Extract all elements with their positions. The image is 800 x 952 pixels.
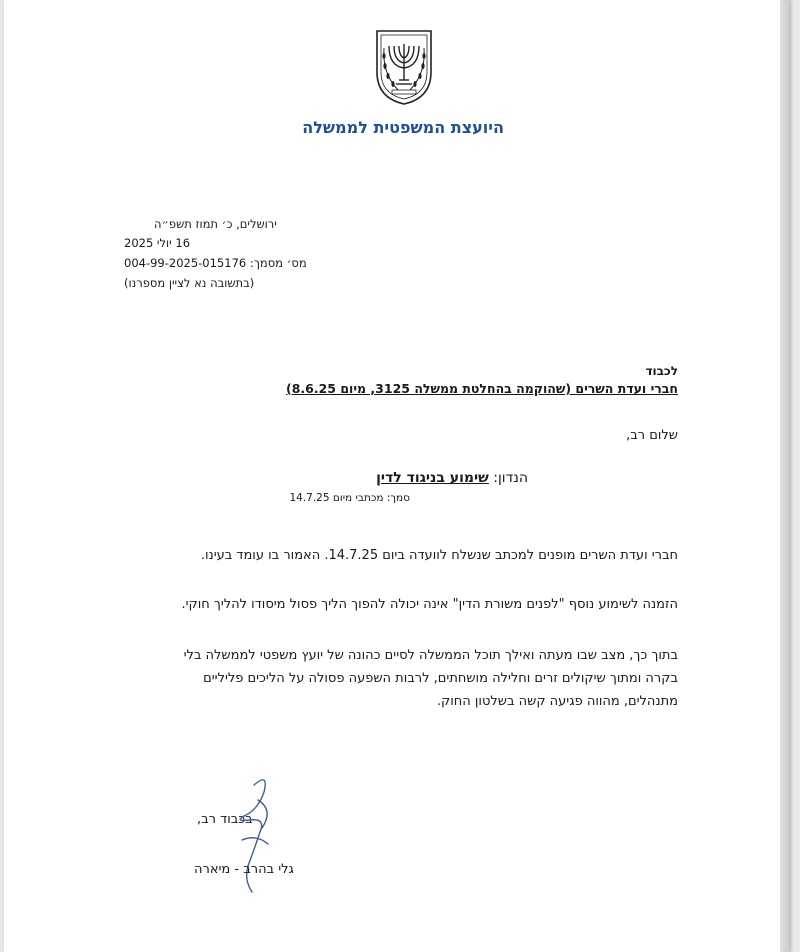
reference-label: מס׳ מסמך:	[249, 256, 307, 270]
subject-label: הנדון:	[493, 470, 528, 486]
closing-salutation: בכבוד רב,	[197, 812, 253, 827]
recipient-label: לכבוד	[645, 364, 678, 378]
office-name: היועצת המשפטית לממשלה	[302, 118, 504, 137]
handwritten-signature	[214, 770, 294, 900]
subject-reference: סמך: מכתבי מיום 14.7.25	[289, 492, 410, 504]
greeting: שלום רב,	[626, 428, 678, 443]
paragraph-1-line-1: חברי ועדת השרים מופנים למכתב שנשלח לוועדה ביום 14.7.25. האמור בו עומד בעינו.	[200, 548, 678, 563]
recipient-line: חברי ועדת השרים (שהוקמה בהחלטת ממשלה 3125, מיום 8.6.25)	[285, 381, 678, 396]
place-hebrew-date: ירושלים, כ׳ תמוז תשפ״ה	[154, 217, 277, 231]
reference-number: 004-99-2025-015176	[124, 256, 247, 270]
page-edge-shadow	[780, 0, 790, 952]
subject-line	[376, 470, 528, 486]
subject-text: שימוע בניגוד לדין	[376, 470, 489, 486]
paragraph-2-line-1: הזמנה לשימוע נוסף "לפנים משורת הדין" אינה יכולה להפוך הליך פסול מיסודו להליך חוקי.	[181, 597, 678, 612]
paragraph-3-line-1: בתוך כך, מצב שבו מעתה ואילך תוכל הממשלה לסיים כהונה של יועץ משפטי לממשלה בלי	[183, 648, 678, 663]
state-emblem-icon	[372, 28, 436, 106]
gregorian-date: 16 יולי 2025	[124, 236, 191, 250]
paragraph-3-line-2: בקרה ומתוך שיקולים זרים וחלילה מושחתים, לרבות השפעה פסולה על הליכים פליליים	[203, 671, 678, 686]
letter-page	[4, 0, 790, 952]
paragraph-3-line-3: מתנהלים, מהווה פגיעה קשה בשלטון החוק.	[436, 694, 678, 709]
reply-note: (בתשובה נא לציין מספרנו)	[124, 276, 255, 290]
reference-line	[124, 256, 307, 270]
signer-name: גלי בהרב - מיארה	[194, 862, 294, 877]
